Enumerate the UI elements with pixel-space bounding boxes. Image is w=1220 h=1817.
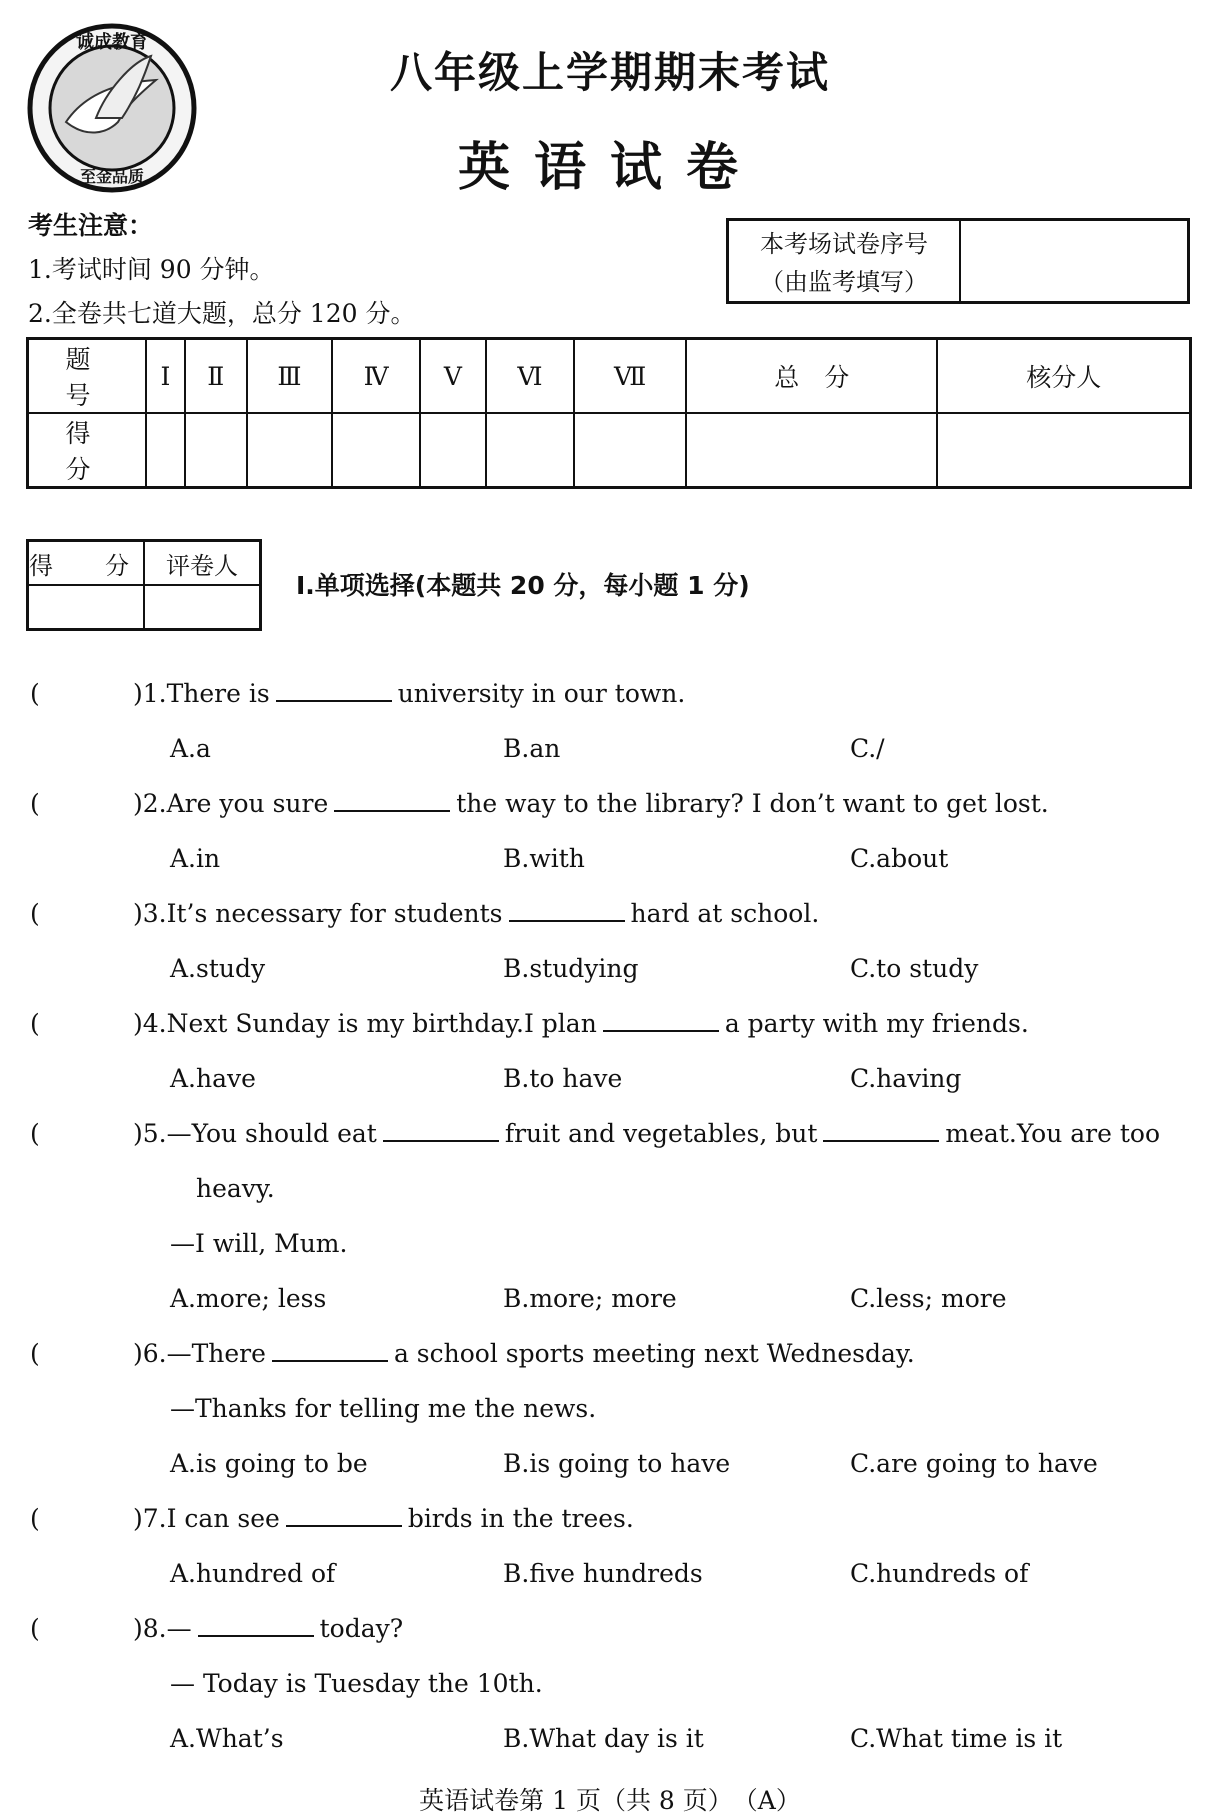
question-text: I can see — [166, 1504, 280, 1533]
question-text: a school sports meeting next Wednesday. — [393, 1339, 915, 1368]
option-a[interactable]: A.What’s — [170, 1724, 284, 1753]
option-a[interactable]: A.more; less — [170, 1284, 327, 1313]
question-item — [0, 670, 1220, 780]
score-table — [26, 337, 1192, 489]
option-b[interactable]: B.with — [503, 844, 585, 873]
option-c[interactable]: C.having — [850, 1064, 962, 1093]
option-b[interactable]: B.to have — [503, 1064, 623, 1093]
option-b[interactable]: B.is going to have — [503, 1449, 731, 1478]
serial-number-box — [726, 218, 1190, 304]
question-text: Are you sure — [166, 789, 329, 818]
grader-table — [26, 539, 262, 631]
question-text: Next Sunday is my birthday.I plan — [166, 1009, 597, 1038]
option-b[interactable]: B.What day is it — [503, 1724, 704, 1753]
score-header-cell: Ⅱ — [185, 339, 247, 414]
option-c[interactable]: C.What time is it — [850, 1724, 1063, 1753]
section-title: Ⅰ.单项选择(本题共 20 分，每小题 1 分) — [296, 571, 750, 600]
question-item — [0, 1330, 1220, 1495]
option-c[interactable]: C./ — [850, 734, 885, 763]
option-a[interactable]: A.hundred of — [170, 1559, 336, 1588]
answer-bracket[interactable]: ( — [30, 1614, 40, 1643]
score-header-cell: Ⅶ — [574, 339, 686, 414]
option-b[interactable]: B.an — [503, 734, 561, 763]
question-number: )1. — [133, 679, 167, 708]
grader-name-label: 评卷人 — [144, 541, 261, 586]
option-c[interactable]: C.less; more — [850, 1284, 1007, 1313]
option-b[interactable]: B.five hundreds — [503, 1559, 703, 1588]
question-text: — — [166, 1614, 192, 1643]
fill-blank[interactable] — [509, 894, 625, 922]
option-a[interactable]: A.study — [170, 954, 266, 983]
option-b[interactable]: B.more; more — [503, 1284, 677, 1313]
question-text: birds in the trees. — [407, 1504, 634, 1533]
fill-blank[interactable] — [286, 1499, 402, 1527]
score-input-cell[interactable] — [247, 413, 332, 488]
score-header-cell: Ⅵ — [486, 339, 575, 414]
question-number: )2. — [133, 789, 167, 818]
serial-label — [729, 221, 961, 301]
question-list — [0, 670, 1220, 1770]
question-text: today? — [319, 1614, 404, 1643]
fill-blank[interactable] — [272, 1334, 388, 1362]
candidate-notes — [28, 204, 415, 336]
score-table-header-row — [28, 339, 1191, 414]
option-a[interactable]: A.is going to be — [170, 1449, 368, 1478]
question-text: —There — [166, 1339, 266, 1368]
score-row-label: 得 分 — [28, 413, 147, 488]
score-input-cell[interactable] — [686, 413, 937, 488]
question-text: meat.You are too — [945, 1119, 1160, 1148]
answer-bracket[interactable]: ( — [30, 789, 40, 818]
option-c[interactable]: C.are going to have — [850, 1449, 1098, 1478]
answer-bracket[interactable]: ( — [30, 1504, 40, 1533]
option-c[interactable]: C.about — [850, 844, 949, 873]
serial-label-line1: 本考场试卷序号 — [760, 230, 928, 258]
logo-bottom-text: 至金品质 — [79, 167, 145, 186]
answer-bracket[interactable]: ( — [30, 679, 40, 708]
question-text: fruit and vegetables, but — [504, 1119, 818, 1148]
page-footer: 英语试卷第 1 页（共 8 页） （A） — [419, 1786, 801, 1815]
fill-blank[interactable] — [276, 674, 392, 702]
score-input-cell[interactable] — [185, 413, 247, 488]
answer-bracket[interactable]: ( — [30, 899, 40, 928]
question-number: )4. — [133, 1009, 167, 1038]
dialogue-reply: —I will, Mum. — [170, 1229, 348, 1258]
question-item — [0, 1000, 1220, 1110]
answer-bracket[interactable]: ( — [30, 1119, 40, 1148]
question-item — [0, 890, 1220, 1000]
question-number: )7. — [133, 1504, 167, 1533]
answer-bracket[interactable]: ( — [30, 1009, 40, 1038]
option-a[interactable]: A.in — [170, 844, 221, 873]
exam-subtitle: 英语试卷 — [457, 138, 762, 198]
option-a[interactable]: A.have — [170, 1064, 256, 1093]
grader-score-label: 得 分 — [28, 541, 145, 586]
score-header-cell: 核分人 — [937, 339, 1190, 414]
score-header-cell: Ⅲ — [247, 339, 332, 414]
question-text: —You should eat — [166, 1119, 377, 1148]
logo-top-text: 诚成教育 — [76, 32, 148, 53]
question-text: the way to the library? I don’t want to get lost. — [456, 789, 1049, 818]
score-input-cell[interactable] — [486, 413, 575, 488]
score-header-cell: Ⅰ — [146, 339, 185, 414]
exam-title: 八年级上学期期末考试 — [389, 48, 830, 97]
score-input-cell[interactable] — [332, 413, 420, 488]
question-text: It’s necessary for students — [166, 899, 503, 928]
fill-blank[interactable] — [198, 1609, 314, 1637]
question-text: university in our town. — [397, 679, 686, 708]
score-table-score-row — [28, 413, 1191, 488]
option-c[interactable]: C.to study — [850, 954, 979, 983]
question-number: )3. — [133, 899, 167, 928]
serial-number-field[interactable] — [961, 221, 1187, 301]
score-header-cell: Ⅳ — [332, 339, 420, 414]
dialogue-reply: —Thanks for telling me the news. — [170, 1394, 597, 1423]
fill-blank[interactable] — [334, 784, 450, 812]
answer-bracket[interactable]: ( — [30, 1339, 40, 1368]
question-text: hard at school. — [630, 899, 820, 928]
score-header-cell: Ⅴ — [420, 339, 485, 414]
question-text: There is — [166, 679, 270, 708]
question-item — [0, 1495, 1220, 1605]
score-input-cell[interactable] — [937, 413, 1190, 488]
option-c[interactable]: C.hundreds of — [850, 1559, 1029, 1588]
question-item — [0, 780, 1220, 890]
serial-label-line2: （由监考填写） — [760, 268, 928, 296]
question-item — [0, 1110, 1220, 1330]
option-b[interactable]: B.studying — [503, 954, 639, 983]
fill-blank[interactable] — [823, 1114, 939, 1142]
score-input-cell[interactable] — [146, 413, 185, 488]
fill-blank[interactable] — [603, 1004, 719, 1032]
grader-name-cell[interactable] — [144, 585, 261, 630]
score-input-cell[interactable] — [574, 413, 686, 488]
question-number: )6. — [133, 1339, 167, 1368]
question-item — [0, 1605, 1220, 1770]
notes-heading: 考生注意： — [28, 211, 154, 240]
question-number: )5. — [133, 1119, 167, 1148]
question-text: a party with my friends. — [724, 1009, 1029, 1038]
dialogue-reply: — Today is Tuesday the 10th. — [170, 1669, 543, 1698]
score-header-cell: 总 分 — [686, 339, 937, 414]
fill-blank[interactable] — [383, 1114, 499, 1142]
grader-score-cell[interactable] — [28, 585, 145, 630]
note-item: 2.全卷共七道大题，总分 120 分。 — [28, 299, 416, 328]
note-item: 1.考试时间 90 分钟。 — [28, 255, 275, 284]
score-input-cell[interactable] — [420, 413, 485, 488]
score-header-cell: 题 号 — [28, 339, 147, 414]
option-a[interactable]: A.a — [170, 734, 211, 763]
question-number: )8. — [133, 1614, 167, 1643]
question-text-continued: heavy. — [196, 1174, 275, 1203]
